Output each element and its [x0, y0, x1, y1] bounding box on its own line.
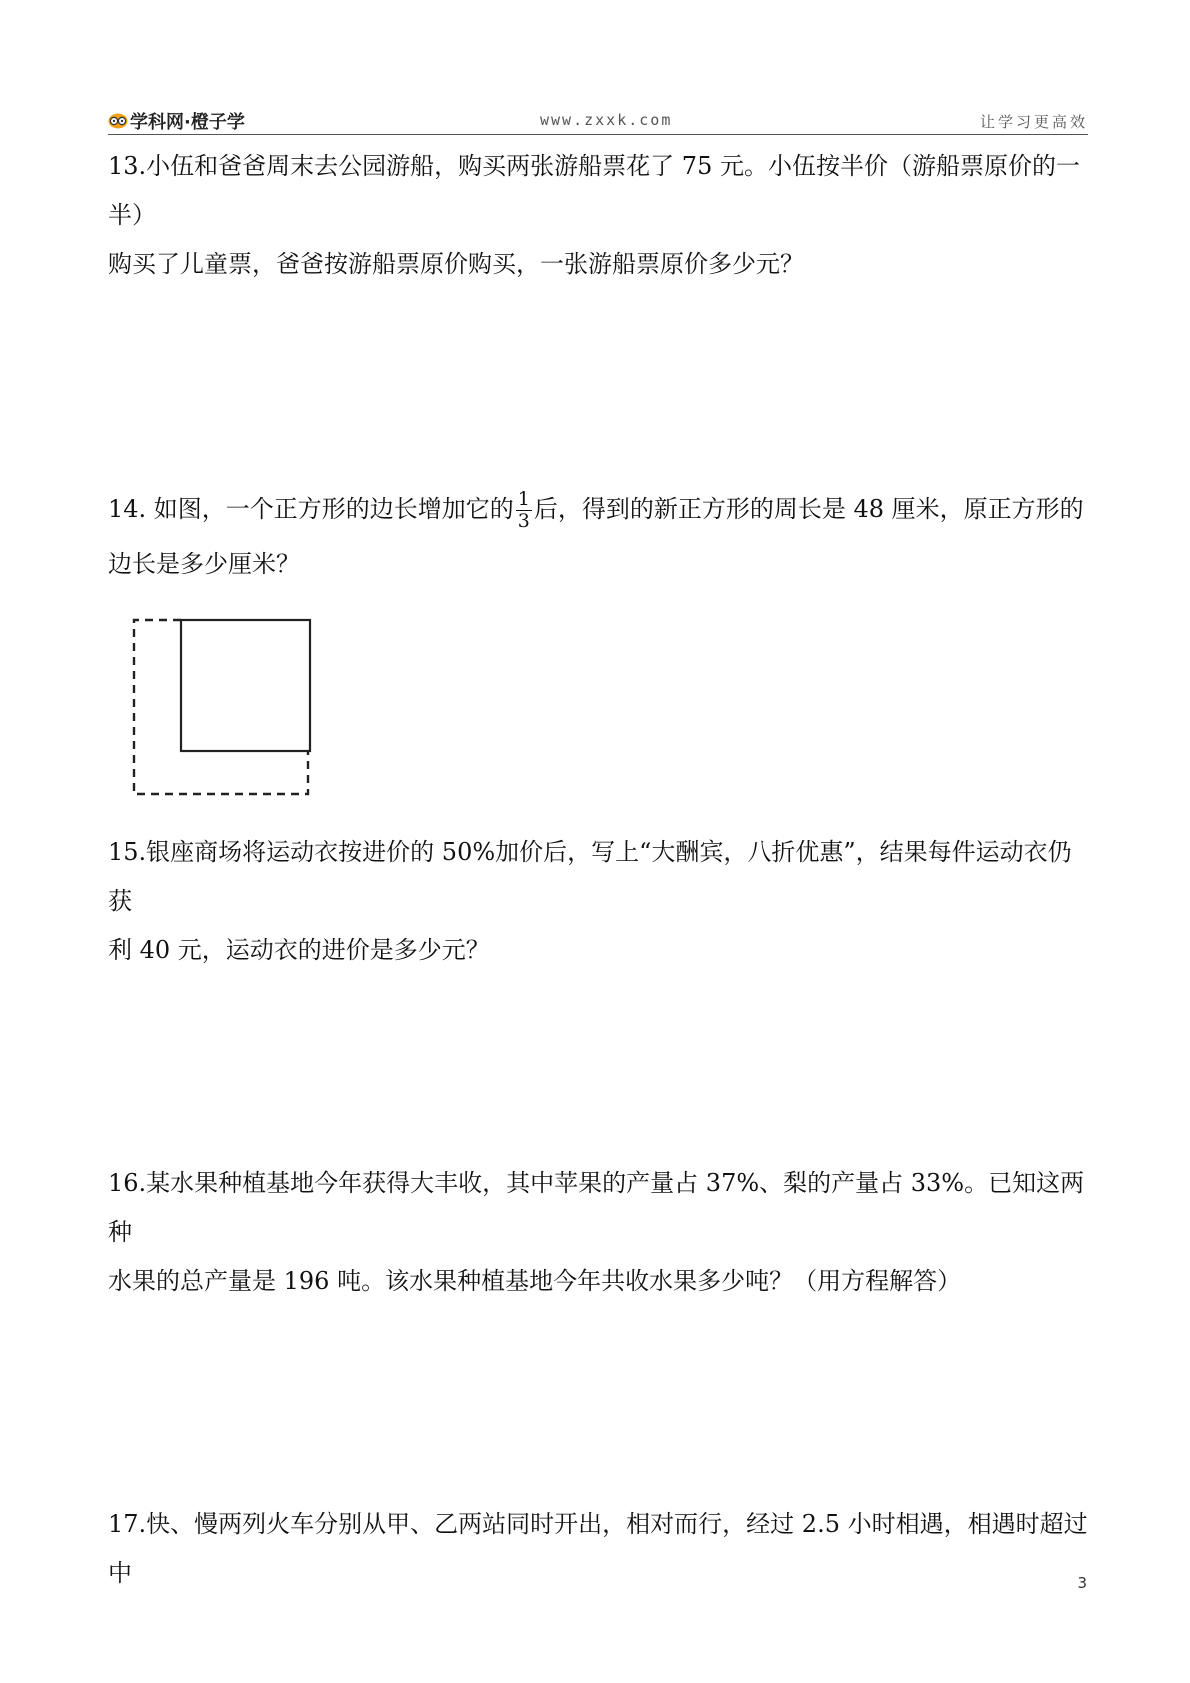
question-13: [108, 142, 1090, 289]
fraction-denominator: 3: [517, 510, 530, 532]
header-slogan: 让学习更高效: [979, 113, 1088, 131]
question-14-text-before-fraction: 14. 如图，一个正方形的边长增加它的: [108, 495, 514, 523]
site-url: www.zxxk.com: [540, 111, 673, 129]
question-16: [108, 1159, 1090, 1306]
question-14-text-after-fraction: 后，得到的新正方形的周长是 48 厘米，原正方形的: [533, 495, 1084, 523]
page-number: 3: [1077, 1574, 1087, 1592]
page-header: [108, 98, 1088, 136]
enlarged-square-dashed-outline: [134, 620, 308, 794]
owl-glasses-icon: [108, 113, 128, 129]
question-14-line-1: [108, 485, 1090, 534]
question-13-line-2: 购买了儿童票，爸爸按游船票原价购买，一张游船票原价多少元？: [108, 250, 804, 278]
question-14-line-2: 边长是多少厘米？: [108, 550, 300, 578]
original-square: [181, 620, 310, 751]
question-17-line-1: 17.快、慢两列火车分别从甲、乙两站同时开出，相对而行，经过 2.5 小时相遇，相遇时超过中: [108, 1510, 1088, 1587]
question-13-line-1: 13.小伍和爸爸周末去公园游船，购买两张游船票花了 75 元。小伍按半价（游船票原价的一半）: [108, 152, 1080, 229]
question-16-line-1: 16.某水果种植基地今年获得大丰收，其中苹果的产量占 37%、梨的产量占 33%。已知这两种: [108, 1169, 1085, 1246]
fraction-one-third: [516, 489, 532, 532]
square-diagram: [130, 618, 330, 798]
question-15-line-1: 15.银座商场将运动衣按进价的 50%加价后，写上“大酬宾，八折优惠”，结果每件运动衣仍获: [108, 838, 1072, 915]
question-14: [108, 485, 1090, 589]
question-15-line-2: 利 40 元，运动衣的进价是多少元？: [108, 936, 490, 964]
header-divider: [108, 134, 1088, 135]
fraction-numerator: 1: [517, 488, 530, 510]
question-17: [108, 1500, 1090, 1598]
question-16-line-2: 水果的总产量是 196 吨。该水果种植基地今年共收水果多少吨？（用方程解答）: [108, 1267, 962, 1295]
brand-name: 学科网·橙子学: [130, 112, 245, 133]
brand-logo: [108, 108, 245, 134]
question-15: [108, 828, 1090, 975]
